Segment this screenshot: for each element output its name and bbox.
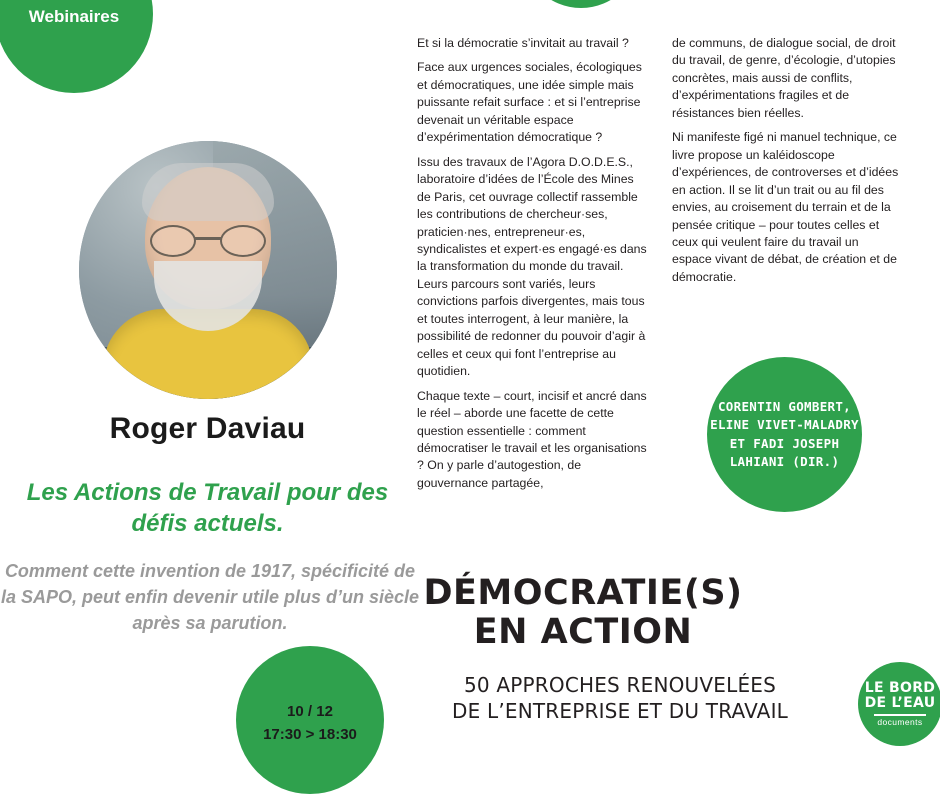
blurb-paragraph: Face aux urgences sociales, écologiques et démocratiques, une idée simple mais puissante refait surface : et si l’entreprise devenait un véritable espace d’expérimentation démocratique ? [417, 60, 642, 145]
decorative-circle-top [522, 0, 640, 8]
authors-label: CORENTIN GOMBERT, ELINE VIVET-MALADRY ET FADI JOSEPH LAHIANI (DIR.) [710, 399, 859, 469]
blurb-paragraph: Issu des travaux de l’Agora D.O.D.E.S., laboratoire d’idées de l’École des Mines de Paris, cet ouvrage collectif rassemble les contributions de chercheur·ses, praticien·nes, entrepreneur·es, syndicalistes et expert·es engagé·es dans la transformation du monde du travail. Leurs parcours sont variés, leurs convictions parfois divergentes, mais tous et toutes interrogent, à leur manière, la possibilité de redonner du pouvoir d’agir à celles et ceux qui font l’entreprise au quotidien. [417, 154, 647, 379]
book-blurb-column-1 [417, 35, 647, 499]
publisher-collection: documents [877, 716, 923, 727]
glasses-left-lens [150, 225, 196, 257]
publisher-logo-inner [865, 681, 936, 726]
book-subtitle [400, 672, 840, 724]
book-blurb-column-2 [672, 35, 900, 293]
book-subtitle-line-1: 50 APPROCHES RENOUVELÉES [463, 673, 777, 697]
book-title [408, 574, 758, 652]
book-title-line-2: EN ACTION [473, 612, 693, 653]
blurb-paragraph: Et si la démocratie s’invitait au travail ? [417, 36, 629, 50]
portrait-hair [142, 163, 274, 221]
blurb-paragraph: Ni manifeste figé ni manuel technique, ce livre propose un kaléidoscope d’expériences, de controverses et d’idées en action. Il se lit d’un trait ou au fil des envies, au croisement du terrain et de la pensée critique – pour toutes celles et ceux qui veulent faire du travail un espace vivant de débat, de création et de démocratie. [672, 130, 899, 284]
publisher-logo [858, 662, 940, 746]
schedule-time: 17:30 > 18:30 [263, 725, 357, 743]
speaker-name: Roger Daviau [109, 412, 306, 445]
portrait-glasses [148, 225, 268, 253]
speaker-portrait [79, 141, 337, 399]
glasses-bridge [194, 237, 222, 240]
glasses-right-lens [220, 225, 266, 257]
webinaires-badge [0, 0, 153, 93]
blurb-paragraph: de communs, de dialogue social, de droit du travail, de genre, d’écologie, d’utopies concrètes, mais aussi de conflits, d’expérimentations fragiles et de résistances bien réelles. [672, 36, 896, 120]
talk-title: Les Actions de Travail pour des défis actuels. [26, 479, 389, 537]
webinaires-label: Webinaires [28, 7, 120, 26]
blurb-paragraph: Chaque texte – court, incisif et ancré dans le réel – aborde une facette de cette question essentielle : comment démocratiser le travail et les organisations ? On y parle d’autogestion, de gouvernance partagée, [417, 388, 647, 490]
book-subtitle-line-2: DE L’ENTREPRISE ET DU TRAVAIL [451, 699, 789, 723]
publisher-name-line-2: DE L’EAU [864, 695, 936, 712]
schedule-badge [236, 646, 384, 794]
publisher-logo-rule [874, 714, 926, 716]
authors-badge [707, 357, 862, 512]
publisher-name-line-1: LE BORD [864, 680, 936, 697]
schedule-date: 10 / 12 [287, 703, 333, 720]
book-title-line-1: DÉMOCRATIE(S) [423, 573, 743, 613]
talk-subtitle: Comment cette invention de 1917, spécificité de la SAPO, peut enfin devenir utile plus d’un siècle après sa parution. [0, 561, 420, 634]
